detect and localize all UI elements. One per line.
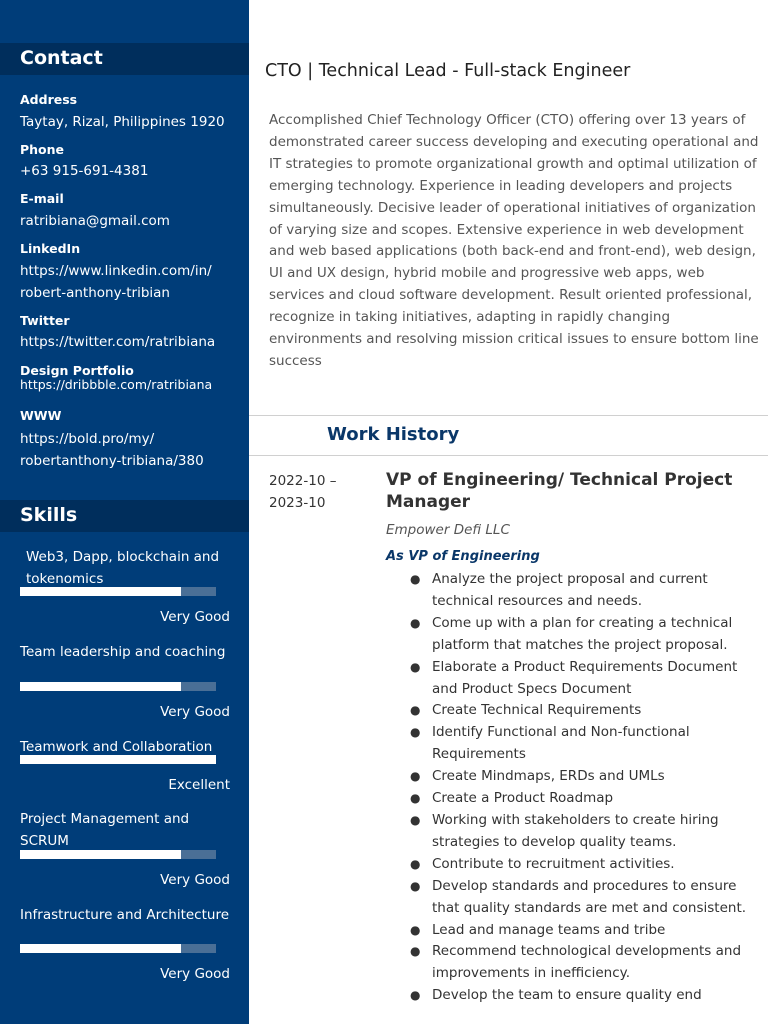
twitter-link[interactable]: https://twitter.com/ratribiana bbox=[20, 334, 216, 350]
duty-text: Develop standards and procedures to ensure that quality standards are met and consistent. bbox=[432, 877, 747, 916]
work-history-heading: Work History bbox=[327, 424, 460, 445]
contact-heading: Contact bbox=[20, 47, 103, 69]
professional-summary: Accomplished Chief Technology Officer (CTO) offering over 13 years of demonstrated career success developing and executing operational and IT strategies to promote organizational growth and optimal utilization of emerging technology. Experience in leading developers and projects simultaneously. Decisive leader of operational initiatives of organization of varying size and scopes. Extensive experience in web development and web based applications (both back-end and front-end), web design, UI and UX design, hybrid mobile and progressive web apps, web services and cloud software development. Result oriented professional, recognize in taking initiatives, adapting in rapidly changing environments and resolving mission critical issues to ensure bottom line success bbox=[269, 112, 759, 369]
skills-heading: Skills bbox=[20, 504, 78, 526]
bullet-icon: ● bbox=[410, 988, 421, 1003]
bullet-icon: ● bbox=[410, 791, 421, 806]
linkedin-link[interactable]: https://www.linkedin.com/in/ robert-anthony-tribian bbox=[20, 263, 212, 301]
duty-text: Develop the team to ensure quality end bbox=[432, 987, 702, 1004]
skill-level: Very Good bbox=[160, 966, 230, 982]
job-title: VP of Engineering/ Technical Project Manager bbox=[386, 470, 733, 512]
skill-level: Very Good bbox=[160, 609, 230, 625]
skill-name: Project Management and SCRUM bbox=[20, 811, 190, 849]
email-label: E-mail bbox=[20, 191, 64, 206]
duty-item bbox=[410, 810, 762, 854]
skill-level: Very Good bbox=[160, 872, 230, 888]
bullet-icon: ● bbox=[410, 659, 421, 674]
skill-bar-fill bbox=[20, 850, 181, 859]
duty-text: Create Technical Requirements bbox=[432, 702, 642, 719]
resume-title: CTO | Technical Lead - Full-stack Engineer bbox=[265, 61, 631, 81]
skill-bar-fill bbox=[20, 587, 181, 596]
skill-level: Very Good bbox=[160, 704, 230, 720]
portfolio-label: Design Portfolio bbox=[20, 363, 134, 378]
duty-text: Contribute to recruitment activities. bbox=[432, 855, 675, 872]
skill-bar bbox=[20, 850, 216, 859]
duty-text: Recommend technological developments and improvements in inefficiency. bbox=[432, 943, 742, 982]
bullet-icon: ● bbox=[410, 725, 421, 740]
linkedin-label: LinkedIn bbox=[20, 241, 81, 256]
bullet-icon: ● bbox=[410, 922, 421, 937]
duty-text: Lead and manage teams and tribe bbox=[432, 921, 666, 938]
twitter-label: Twitter bbox=[20, 313, 70, 328]
skill-bar bbox=[20, 944, 216, 953]
phone-value[interactable]: +63 915-691-4381 bbox=[20, 163, 149, 179]
bullet-icon: ● bbox=[410, 769, 421, 784]
duty-item bbox=[410, 985, 762, 1007]
duty-item bbox=[410, 788, 762, 810]
section-divider bbox=[249, 415, 768, 416]
bullet-icon: ● bbox=[410, 615, 421, 630]
duty-item bbox=[410, 613, 762, 657]
duty-item bbox=[410, 854, 762, 876]
duty-item bbox=[410, 920, 762, 942]
bullet-icon: ● bbox=[410, 812, 421, 827]
duty-text: Elaborate a Product Requirements Document and Product Specs Document bbox=[432, 658, 738, 697]
duty-item bbox=[410, 766, 762, 788]
job-duties-list bbox=[410, 569, 762, 1007]
skill-name: Team leadership and coaching bbox=[20, 644, 226, 660]
skill-bar bbox=[20, 587, 216, 596]
duty-text: Create a Product Roadmap bbox=[432, 790, 614, 807]
skill-bar-fill bbox=[20, 682, 181, 691]
phone-label: Phone bbox=[20, 142, 65, 157]
duty-item bbox=[410, 657, 762, 701]
skill-name: Infrastructure and Architecture bbox=[20, 907, 230, 923]
bullet-icon: ● bbox=[410, 703, 421, 718]
skill-name: Web3, Dapp, blockchain and tokenomics bbox=[26, 549, 220, 587]
skill-level: Excellent bbox=[168, 777, 230, 793]
duty-text: Identify Functional and Non-functional Requirements bbox=[432, 724, 690, 763]
duty-item bbox=[410, 569, 762, 613]
duty-item bbox=[410, 876, 762, 920]
duty-text: Analyze the project proposal and current technical resources and needs. bbox=[432, 571, 708, 609]
contact-heading-bar bbox=[0, 43, 249, 75]
address-value: Taytay, Rizal, Philippines 1920 bbox=[20, 114, 225, 130]
skill-name: Teamwork and Collaboration bbox=[20, 739, 213, 755]
skill-bar-fill bbox=[20, 755, 216, 764]
job-company: Empower Defi LLC bbox=[386, 522, 510, 538]
skill-bar-fill bbox=[20, 944, 181, 953]
email-link[interactable]: ratribiana@gmail.com bbox=[20, 213, 170, 229]
duty-item bbox=[410, 722, 762, 766]
section-divider bbox=[249, 455, 768, 456]
duty-item bbox=[410, 700, 762, 722]
address-label: Address bbox=[20, 92, 78, 107]
duty-item bbox=[410, 941, 762, 985]
bullet-icon: ● bbox=[410, 878, 421, 893]
skill-bar bbox=[20, 682, 216, 691]
job-role: As VP of Engineering bbox=[386, 549, 540, 564]
job-dates: 2022-10 – 2023-10 bbox=[269, 473, 337, 511]
portfolio-link[interactable]: https://dribbble.com/ratribiana bbox=[20, 377, 213, 392]
sidebar bbox=[0, 0, 249, 1024]
bullet-icon: ● bbox=[410, 944, 421, 959]
bullet-icon: ● bbox=[410, 856, 421, 871]
www-label: WWW bbox=[20, 408, 62, 423]
duty-text: Working with stakeholders to create hiring strategies to develop quality teams. bbox=[432, 811, 719, 850]
www-link[interactable]: https://bold.pro/my/ robertanthony-tribiana/380 bbox=[20, 431, 204, 469]
duty-text: Create Mindmaps, ERDs and UMLs bbox=[432, 768, 665, 785]
skill-bar bbox=[20, 755, 216, 764]
duty-text: Come up with a plan for creating a technical platform that matches the project proposal. bbox=[432, 614, 733, 653]
bullet-icon: ● bbox=[410, 572, 421, 586]
skills-heading-bar bbox=[0, 500, 249, 532]
